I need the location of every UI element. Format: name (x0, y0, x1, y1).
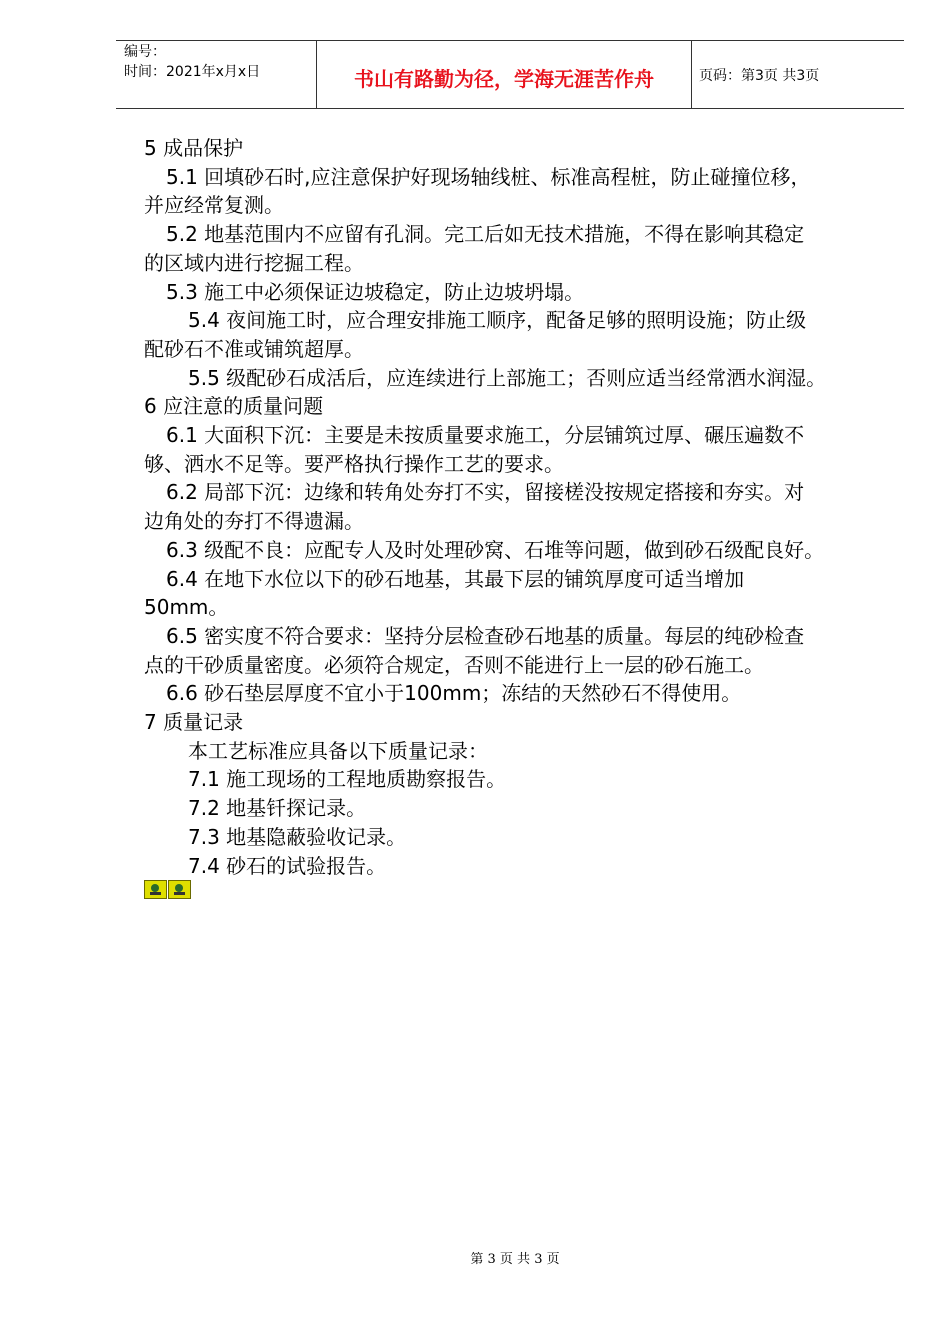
body-line: 5.2 地基范围内不应留有孔洞。完工后如无技术措施，不得在影响其稳定 (166, 222, 805, 247)
icon-row (144, 880, 192, 898)
document-header (116, 40, 904, 109)
body-line: 够、洒水不足等。要严格执行操作工艺的要求。 (144, 451, 564, 476)
body-line: 7.3 地基隐蔽验收记录。 (188, 824, 407, 849)
header-meta-cell (116, 41, 316, 108)
body-line: 7 质量记录 (144, 710, 244, 735)
body-line: 5 成品保护 (144, 136, 244, 160)
body-line: 50mm。 (144, 595, 229, 620)
stamp-icon (144, 880, 167, 899)
body-line: 本工艺标准应具备以下质量记录： (188, 738, 488, 763)
document-body (144, 134, 894, 880)
body-line: 6.4 在地下水位以下的砂石地基，其最下层的铺筑厚度可适当增加 (166, 566, 745, 591)
header-page-cell (691, 41, 904, 108)
body-line: 并应经常复测。 (144, 193, 284, 218)
header-motto-cell (316, 41, 692, 108)
body-line: 5.5 级配砂石成活后，应连续进行上部施工；否则应适当经常洒水润湿。 (188, 365, 827, 390)
body-line: 6.1 大面积下沉：主要是未按质量要求施工，分层铺筑过厚、碾压遍数不 (166, 423, 805, 448)
body-line: 6 应注意的质量问题 (144, 394, 324, 419)
time-label: 时间：2021年x月x日 (124, 64, 261, 80)
body-line: 点的干砂质量密度。必须符合规定，否则不能进行上一层的砂石施工。 (144, 652, 764, 677)
body-line: 7.1 施工现场的工程地质勘察报告。 (188, 767, 507, 792)
number-label: 编号： (124, 44, 166, 60)
motto-text: 书山有路勤为径，学海无涯苦作舟 (354, 67, 654, 91)
page-info: 页码：第3页 共3页 (699, 68, 820, 84)
body-line: 7.4 砂石的试验报告。 (188, 853, 387, 878)
body-line: 6.2 局部下沉：边缘和转角处夯打不实，留接槎没按规定搭接和夯实。对 (166, 480, 805, 505)
body-line: 6.5 密实度不符合要求：坚持分层检查砂石地基的质量。每层的纯砂检查 (166, 623, 805, 648)
stamp-icon (168, 880, 191, 899)
body-line: 7.2 地基钎探记录。 (188, 796, 367, 821)
body-line: 6.3 级配不良：应配专人及时处理砂窝、石堆等问题，做到砂石级配良好。 (166, 537, 825, 562)
page-footer (0, 1248, 950, 1267)
body-line: 的区域内进行挖掘工程。 (144, 250, 364, 275)
body-line: 边角处的夯打不得遗漏。 (144, 509, 364, 534)
body-line: 5.4 夜间施工时，应合理安排施工顺序，配备足够的照明设施；防止级 (188, 308, 807, 333)
body-line: 5.3 施工中必须保证边坡稳定，防止边坡坍塌。 (166, 279, 585, 304)
body-line: 6.6 砂石垫层厚度不宜小于100mm；冻结的天然砂石不得使用。 (166, 681, 742, 706)
body-line: 配砂石不准或铺筑超厚。 (144, 336, 364, 361)
footer-page-number: 第 3 页 共 3 页 (470, 1252, 560, 1267)
body-line: 5.1 回填砂石时,应注意保护好现场轴线桩、标准高程桩，防止碰撞位移， (166, 164, 811, 189)
